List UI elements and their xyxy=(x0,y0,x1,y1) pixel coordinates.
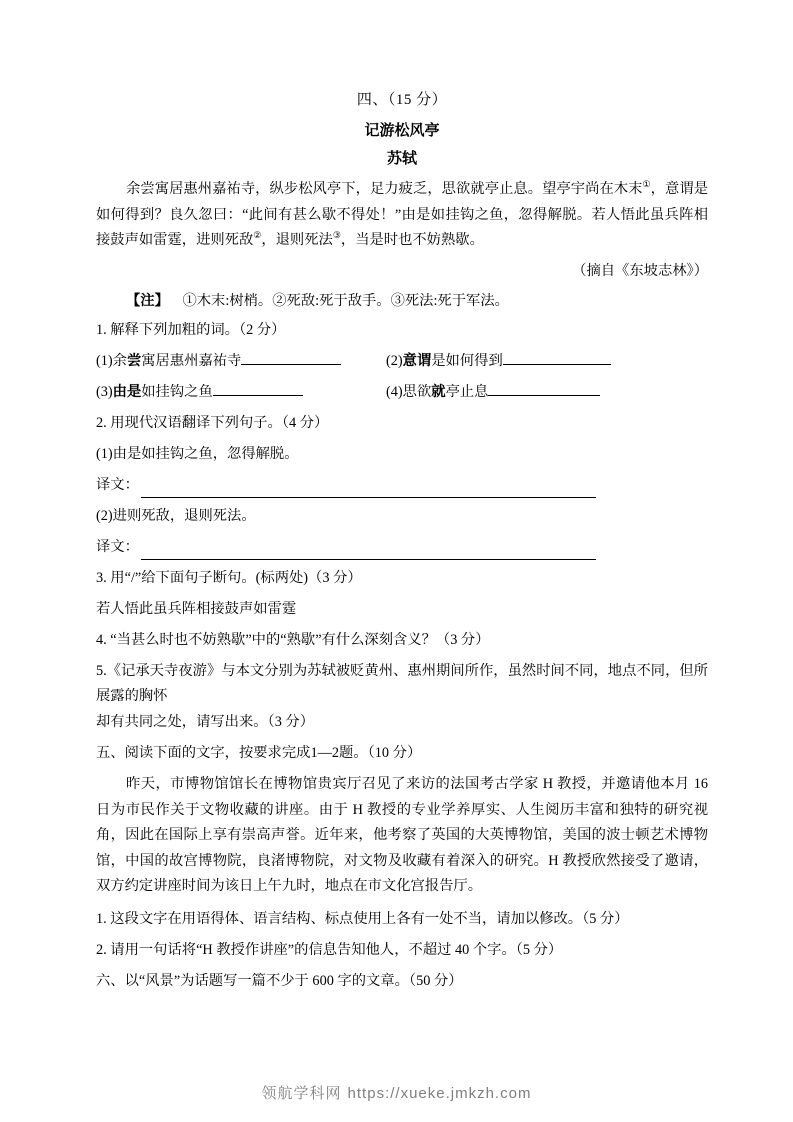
question-3: 3. 用“/”给下面句子断句。(标两处)（3 分） xyxy=(96,569,362,586)
q1-2-suffix: 是如何得到 xyxy=(431,352,503,369)
q1-3-suffix: 如挂钩之鱼 xyxy=(141,383,213,400)
translation-row-1 xyxy=(96,473,708,498)
question-2-sentence-1: (1)由是如挂钩之鱼，忽得解脱。 xyxy=(96,445,299,462)
section-6-heading: 六、以“风景”为话题写一篇不少于 600 字的文章。（50 分） xyxy=(96,972,463,989)
footnote-label: 【注】 xyxy=(126,292,169,309)
question-1-row-a xyxy=(96,349,708,374)
section-heading: 四、（15 分） xyxy=(356,92,448,108)
s5-line-3: 声誉。近年来，他考察了英国的大英博物馆，美国的波士顿艺术博物馆，中国的故宫博物院，良渚博物院，对文 xyxy=(96,827,708,869)
question-5-line-2: 却有共同之处，请写出来。（3 分） xyxy=(96,713,315,730)
footnote-marker-3: ③ xyxy=(332,230,341,241)
question-5-line-1: 5.《记承天寺夜游》与本文分别为苏轼被贬黄州、惠州期间所作，虽然时间不同，地点不同，但所展露的胸怀 xyxy=(96,662,708,704)
question-3-sentence: 若人悟此虽兵阵相接鼓声如雷霆 xyxy=(96,600,297,617)
q1-4-suffix: 亭止息 xyxy=(445,383,489,400)
question-2: 2. 用现代汉语翻译下列句子。（4 分） xyxy=(96,414,329,431)
answer-blank[interactable] xyxy=(141,483,596,498)
question-1-item-1 xyxy=(96,349,386,374)
s5-line-4: 物及收藏有着深入的研究。H 教授欣然接受了邀请，双方约定讲座时间为该日上午九时，地点在市文化宫报告 xyxy=(96,852,708,894)
answer-blank[interactable] xyxy=(141,545,596,560)
question-1-item-2 xyxy=(386,349,708,374)
footnote-block xyxy=(96,290,708,310)
question-1-item-3 xyxy=(96,380,386,405)
question-1: 1. 解释下列加粗的词。（2 分） xyxy=(96,321,286,338)
article-author: 苏轼 xyxy=(386,151,417,167)
section-5-question-2: 2. 请用一句话将“H 教授作讲座”的信息告知他人，不超过 40 个字。（5 分） xyxy=(96,941,563,958)
passage-text-1: 余尝寓居惠州嘉祐寺，纵步松风亭下，足力疲乏，思欲就亭止息。望亭宇尚在木末 xyxy=(126,181,643,197)
translation-label: 译文： xyxy=(96,538,139,555)
question-5 xyxy=(96,659,708,736)
article-title: 记游松风亭 xyxy=(364,123,440,139)
question-1-item-4 xyxy=(386,380,708,405)
passage-paragraph xyxy=(96,177,708,254)
q1-3-bold: 由是 xyxy=(112,383,142,400)
translation-row-2 xyxy=(96,535,708,560)
q1-1-prefix: (1)余 xyxy=(96,352,127,369)
passage-text-3b: ，退则死法 xyxy=(261,232,333,248)
q1-2-bold: 意谓 xyxy=(402,352,432,369)
section-5-heading: 五、阅读下面的文字，按要求完成1—2题。（10 分） xyxy=(96,745,422,761)
footer-watermark xyxy=(0,1082,793,1103)
q1-1-bold: 尝 xyxy=(126,352,142,369)
question-1-row-b xyxy=(96,380,708,405)
footnote-marker-1: ① xyxy=(642,179,651,190)
q1-4-prefix: (4)思欲 xyxy=(386,383,432,400)
answer-blank[interactable] xyxy=(503,350,611,365)
section-5-passage xyxy=(96,772,708,900)
passage-text-3: 敌 xyxy=(238,232,254,248)
q1-4-bold: 就 xyxy=(431,383,446,400)
passage-source: （摘自《东坡志林》） xyxy=(572,262,708,279)
s5-line-5: 厅。 xyxy=(453,878,483,894)
answer-blank[interactable] xyxy=(241,350,341,365)
translation-label: 译文： xyxy=(96,476,139,493)
question-2-sentence-2: (2)进则死敌，退则死法。 xyxy=(96,507,256,524)
q1-1-suffix: 寓居惠州嘉祐寺 xyxy=(141,352,242,369)
footer-url: https://xueke.jmkzh.com xyxy=(347,1085,532,1102)
section-5-question-1: 1. 这段文字在用语得体、语言结构、标点使用上各有一处不当，请加以修改。（5 分） xyxy=(96,910,629,927)
s5-line-2: 于文物收藏的讲座。由于 H 教授的专业学养厚实、人生阅历丰富和独特的研究视角，因此在国际上享有崇高 xyxy=(96,801,709,843)
document-content xyxy=(96,88,708,1000)
passage-text-3c: ，当是时也不妨熟歇。 xyxy=(340,232,484,248)
footer-brand: 领航学科网 xyxy=(261,1085,342,1102)
q1-3-prefix: (3) xyxy=(96,383,113,400)
passage-text-1b: ，意谓是如何得到？ xyxy=(96,181,708,223)
footnote-text: ①木末:树梢。②死敌:死于敌手。③死法:死于军法。 xyxy=(182,292,509,309)
passage-text-2: 良久忽曰：“此间有甚么歇不得处！”由是如挂钩之鱼，忽得解脱。若人悟此虽兵阵相接鼓声如雷霆，进则死 xyxy=(96,206,709,248)
s5-line-1: 昨天，市博物馆馆长在博物馆贵宾厅召见了来访的法国考古学家 H 教授，并邀请他本月 16 日为市民作关 xyxy=(96,776,708,818)
answer-blank[interactable] xyxy=(213,381,303,396)
footnote-marker-2: ② xyxy=(253,230,262,241)
answer-blank[interactable] xyxy=(488,381,600,396)
question-4: 4. “当甚么时也不妨熟歇”中的“熟歇”有什么深刻含义？（3 分） xyxy=(96,631,490,648)
q1-2-prefix: (2) xyxy=(386,352,403,369)
